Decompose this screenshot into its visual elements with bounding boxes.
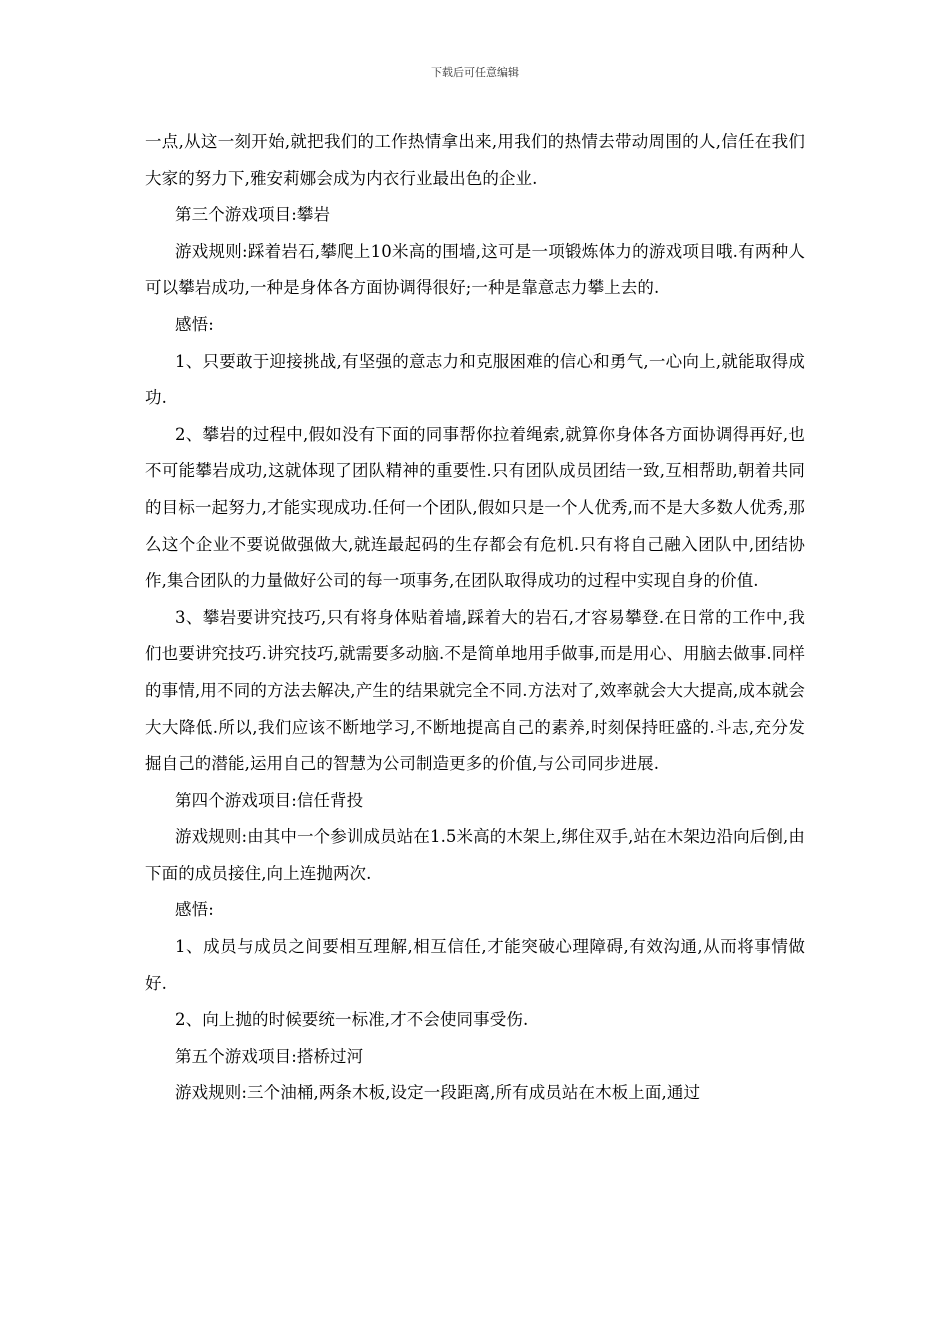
paragraph-climbing-point-1: 1、只要敢于迎接挑战,有坚强的意志力和克服困难的信心和勇气,一心向上,就能取得成功. [145,351,805,408]
paragraph-climbing-point-3: 3、攀岩要讲究技巧,只有将身体贴着墙,踩着大的岩石,才容易攀登.在日常的工作中,我们也要讲究技巧.讲究技巧,就需要多动脑.不是简单地用手做事,而是用心、用脑去做事.同样的事情,用不同的方法去解决,产生的结果就完全不同.方法对了,效率就会大大提高,成本就会大大降低.所以,我们应该不断地学习,不断地提高自己的素养,时刻保持旺盛的.斗志,充分发掘自己的潜能,运用自己的智慧为公司制造更多的价值,与公司同步进展. [145,607,805,774]
paragraph-trust-fall-rules: 游戏规则:由其中一个参训成员站在1.5米高的木架上,绑住双手,站在木架边沿向后倒,由下面的成员接住,向上连抛两次. [145,827,805,883]
paragraph-continuation: 一点,从这一刻开始,就把我们的工作热情拿出来,用我们的热情去带动周围的人,信任在我们大家的努力下,雅安莉娜会成为内衣行业最出色的企业. [145,132,805,188]
label-reflection: 感悟: [175,314,214,334]
paragraph-climbing-point-2: 2、攀岩的过程中,假如没有下面的同事帮你拉着绳索,就算你身体各方面协调得再好,也不可能攀岩成功,这就体现了团队精神的重要性.只有团队成员团结一致,互相帮助,朝着共同的目标一起努力,才能实现成功.任何一个团队,假如只是一个人优秀,而不是大多数人优秀,那么这个企业不要说做强做大,就连最起码的生存都会有危机.只有将自己融入团队中,团结协作,集合团队的力量做好公司的每一项事务,在团队取得成功的过程中实现自身的价值. [145,424,805,591]
paragraph-trust-fall-point-2: 2、向上抛的时候要统一标准,才不会使同事受伤. [175,1010,529,1030]
section-heading-climbing: 第三个游戏项目:攀岩 [175,205,331,225]
section-heading-trust-fall: 第四个游戏项目:信任背投 [175,790,364,810]
paragraph-trust-fall-point-1: 1、成员与成员之间要相互理解,相互信任,才能突破心理障碍,有效沟通,从而将事情做好. [145,937,805,993]
section-heading-bridge: 第五个游戏项目:搭桥过河 [175,1046,364,1066]
page-header: 下载后可任意编辑 [431,66,519,79]
paragraph-climbing-rules: 游戏规则:踩着岩石,攀爬上10米高的围墙,这可是一项锻炼体力的游戏项目哦.有两种人可以攀岩成功,一种是身体各方面协调得很好;一种是靠意志力攀上去的. [145,241,805,298]
label-reflection: 感悟: [175,900,214,920]
paragraph-bridge-rules: 游戏规则:三个油桶,两条木板,设定一段距离,所有成员站在木板上面,通过 [175,1083,701,1103]
document-body [145,124,805,1112]
